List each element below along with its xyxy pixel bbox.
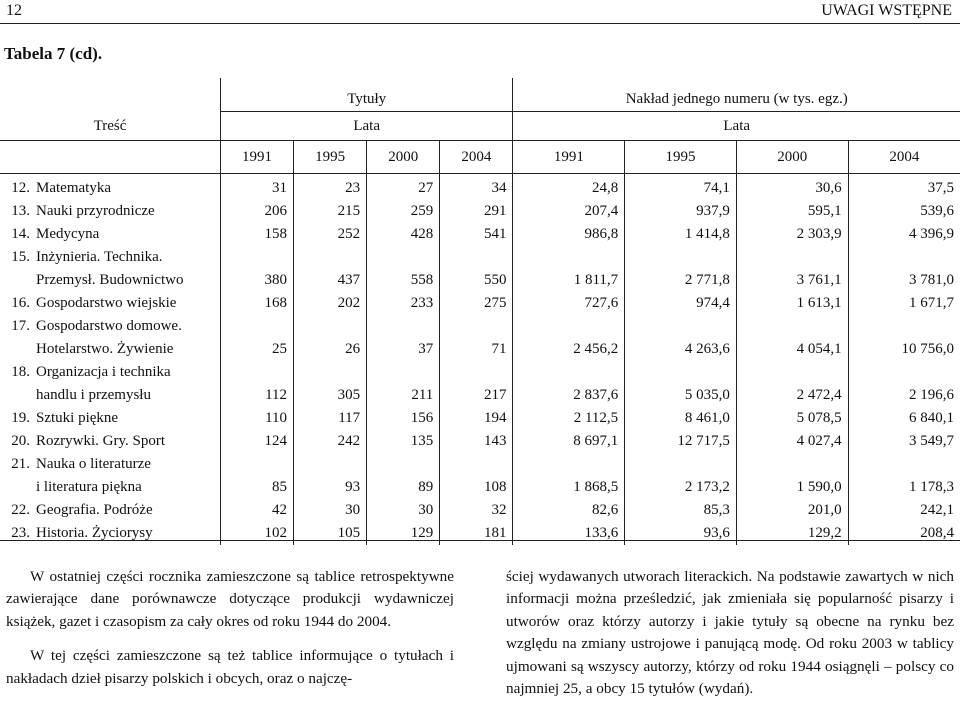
year-header: 2000 bbox=[736, 141, 848, 174]
row-label bbox=[0, 407, 220, 430]
table-cell: 2 112,5 bbox=[513, 407, 625, 430]
table-cell bbox=[736, 361, 848, 384]
table-cell: 10 756,0 bbox=[848, 338, 960, 361]
table-cell: 275 bbox=[440, 292, 513, 315]
table-cell: 3 761,1 bbox=[736, 269, 848, 292]
row-number: 14. bbox=[11, 226, 30, 242]
table-cell: 1 811,7 bbox=[513, 269, 625, 292]
year-header: 1995 bbox=[294, 141, 367, 174]
row-label bbox=[0, 269, 220, 292]
row-label-text: Medycyna bbox=[36, 226, 100, 242]
page-number: 12 bbox=[6, 2, 22, 19]
table-cell bbox=[294, 315, 367, 338]
table-cell: 30 bbox=[294, 499, 367, 522]
table-row bbox=[0, 269, 960, 292]
row-label-text: Sztuki piękne bbox=[36, 410, 119, 426]
table-cell: 1 178,3 bbox=[848, 476, 960, 499]
table-cell: 5 078,5 bbox=[736, 407, 848, 430]
row-label bbox=[0, 499, 220, 522]
table-cell: 37 bbox=[367, 338, 440, 361]
table-cell: 85,3 bbox=[625, 499, 737, 522]
table-cell: 727,6 bbox=[513, 292, 625, 315]
row-number: 18. bbox=[11, 364, 30, 380]
row-label-text: handlu i przemysłu bbox=[36, 387, 151, 403]
row-number: 17. bbox=[11, 318, 30, 334]
row-label-text: Gospodarstwo domowe. bbox=[36, 318, 182, 334]
table-cell bbox=[220, 246, 293, 269]
table-cell: 291 bbox=[440, 200, 513, 223]
year-header-spacer bbox=[0, 141, 220, 174]
year-header: 2004 bbox=[848, 141, 960, 174]
table-cell bbox=[848, 246, 960, 269]
table-cell bbox=[220, 315, 293, 338]
table-cell: 26 bbox=[294, 338, 367, 361]
row-label bbox=[0, 315, 220, 338]
row-label bbox=[0, 338, 220, 361]
table-cell: 12 717,5 bbox=[625, 430, 737, 453]
table-row bbox=[0, 315, 960, 338]
row-number: 16. bbox=[11, 295, 30, 311]
table-cell bbox=[625, 246, 737, 269]
table-cell: 124 bbox=[220, 430, 293, 453]
table-cell bbox=[848, 453, 960, 476]
row-label bbox=[0, 292, 220, 315]
table-cell: 4 027,4 bbox=[736, 430, 848, 453]
table-cell bbox=[848, 361, 960, 384]
table-cell bbox=[736, 453, 848, 476]
table-cell: 23 bbox=[294, 174, 367, 201]
table-cell: 305 bbox=[294, 384, 367, 407]
table-cell: 595,1 bbox=[736, 200, 848, 223]
table-cell: 117 bbox=[294, 407, 367, 430]
table-cell bbox=[625, 361, 737, 384]
year-header: 2000 bbox=[367, 141, 440, 174]
row-label-text: Przemysł. Budownictwo bbox=[36, 272, 184, 288]
table-row bbox=[0, 476, 960, 499]
body-text-left-column bbox=[6, 566, 454, 690]
table-cell: 4 396,9 bbox=[848, 223, 960, 246]
year-header: 2004 bbox=[440, 141, 513, 174]
header-rule bbox=[0, 23, 960, 24]
table-row bbox=[0, 223, 960, 246]
table-cell bbox=[367, 453, 440, 476]
table-cell: 102 bbox=[220, 522, 293, 545]
row-label bbox=[0, 522, 220, 545]
row-label bbox=[0, 200, 220, 223]
table-cell: 129,2 bbox=[736, 522, 848, 545]
table-cell: 437 bbox=[294, 269, 367, 292]
table-cell: 158 bbox=[220, 223, 293, 246]
row-number: 21. bbox=[11, 456, 30, 472]
table-cell: 93,6 bbox=[625, 522, 737, 545]
row-number: 13. bbox=[11, 203, 30, 219]
row-label-text: Geografia. Podróże bbox=[36, 502, 153, 518]
row-label-text: Nauka o literaturze bbox=[36, 456, 151, 472]
table-cell: 259 bbox=[367, 200, 440, 223]
row-label-text: Inżynieria. Technika. bbox=[36, 249, 163, 265]
table-cell: 428 bbox=[367, 223, 440, 246]
table-cell: 156 bbox=[367, 407, 440, 430]
table-cell: 974,4 bbox=[625, 292, 737, 315]
table-cell: 242,1 bbox=[848, 499, 960, 522]
table-cell bbox=[513, 315, 625, 338]
table-cell bbox=[367, 361, 440, 384]
year-header: 1995 bbox=[625, 141, 737, 174]
table-cell bbox=[848, 315, 960, 338]
table-cell: 129 bbox=[367, 522, 440, 545]
row-label bbox=[0, 476, 220, 499]
table-cell: 202 bbox=[294, 292, 367, 315]
table-row bbox=[0, 174, 960, 201]
table-cell: 2 472,4 bbox=[736, 384, 848, 407]
table-cell: 558 bbox=[367, 269, 440, 292]
table-cell: 2 196,6 bbox=[848, 384, 960, 407]
table-cell: 8 461,0 bbox=[625, 407, 737, 430]
table-row bbox=[0, 499, 960, 522]
table-cell: 108 bbox=[440, 476, 513, 499]
body-paragraph: W ostatniej części rocznika zamieszczone są tablice retrospektywne zawierające dane porównawcze dotyczące produkcji wydawniczej książek, gazet i czasopism za cały okres od roku 1944 do 2004. bbox=[6, 568, 454, 630]
table-cell: 110 bbox=[220, 407, 293, 430]
table-cell: 8 697,1 bbox=[513, 430, 625, 453]
table-cell: 233 bbox=[367, 292, 440, 315]
table-bottom-rule bbox=[0, 540, 960, 541]
table-cell: 2 456,2 bbox=[513, 338, 625, 361]
table-cell bbox=[736, 315, 848, 338]
table-cell: 208,4 bbox=[848, 522, 960, 545]
table-cell: 34 bbox=[440, 174, 513, 201]
table-cell: 74,1 bbox=[625, 174, 737, 201]
table-cell bbox=[294, 361, 367, 384]
table-row bbox=[0, 338, 960, 361]
table-cell: 1 414,8 bbox=[625, 223, 737, 246]
table-cell bbox=[440, 361, 513, 384]
table-cell: 168 bbox=[220, 292, 293, 315]
table-cell bbox=[440, 453, 513, 476]
table-cell: 215 bbox=[294, 200, 367, 223]
table-cell: 37,5 bbox=[848, 174, 960, 201]
row-number: 23. bbox=[11, 525, 30, 541]
table-cell: 112 bbox=[220, 384, 293, 407]
table-cell bbox=[440, 246, 513, 269]
table-cell: 133,6 bbox=[513, 522, 625, 545]
table-cell: 143 bbox=[440, 430, 513, 453]
table-cell: 42 bbox=[220, 499, 293, 522]
row-label-text: Matematyka bbox=[36, 180, 111, 196]
table-cell bbox=[367, 315, 440, 338]
running-header bbox=[6, 0, 952, 22]
years-label-circulation: Lata bbox=[513, 112, 960, 141]
table-cell: 89 bbox=[367, 476, 440, 499]
table-cell: 82,6 bbox=[513, 499, 625, 522]
table-cell: 2 303,9 bbox=[736, 223, 848, 246]
table-cell: 1 590,0 bbox=[736, 476, 848, 499]
table-cell: 550 bbox=[440, 269, 513, 292]
table-row bbox=[0, 522, 960, 545]
body-paragraph: ściej wydawanych utworach literackich. Na podstawie zawartych w nich informacji można prześledzić, jak zmieniała się popularność pisarzy i utworów oraz którzy autorzy i jakie tytuły są obecne na rynku bez względu na zmiany ustrojowe i panującą modę. Od roku 2003 w tablicy ujmowani są wszyscy autorzy, którzy od roku 1944 osiągnęli – polscy co najmniej 25, a obcy 15 tytułów (wydań). bbox=[506, 568, 954, 698]
statistics-table-wrapper bbox=[0, 78, 960, 545]
year-header: 1991 bbox=[513, 141, 625, 174]
table-cell: 71 bbox=[440, 338, 513, 361]
table-row bbox=[0, 384, 960, 407]
group-header-circulation: Nakład jednego numeru (w tys. egz.) bbox=[513, 78, 960, 112]
table-cell: 27 bbox=[367, 174, 440, 201]
row-number: 15. bbox=[11, 249, 30, 265]
table-cell bbox=[294, 453, 367, 476]
row-label bbox=[0, 453, 220, 476]
table-cell: 2 771,8 bbox=[625, 269, 737, 292]
table-cell: 31 bbox=[220, 174, 293, 201]
row-label-text: i literatura piękna bbox=[36, 479, 142, 495]
body-paragraph: W tej części zamieszczone są też tablice informujące o tytułach i nakładach dzieł pisarzy polskich i obcych, oraz o najczę- bbox=[6, 647, 454, 687]
section-title: UWAGI WSTĘPNE bbox=[821, 2, 952, 19]
table-row bbox=[0, 361, 960, 384]
row-number: 20. bbox=[11, 433, 30, 449]
table-cell: 5 035,0 bbox=[625, 384, 737, 407]
table-cell: 25 bbox=[220, 338, 293, 361]
table-cell: 3 549,7 bbox=[848, 430, 960, 453]
row-label bbox=[0, 174, 220, 201]
table-cell bbox=[220, 453, 293, 476]
table-cell bbox=[625, 453, 737, 476]
table-row bbox=[0, 407, 960, 430]
table-cell: 937,9 bbox=[625, 200, 737, 223]
table-cell: 380 bbox=[220, 269, 293, 292]
table-cell: 30 bbox=[367, 499, 440, 522]
row-label-text: Gospodarstwo wiejskie bbox=[36, 295, 177, 311]
table-cell: 207,4 bbox=[513, 200, 625, 223]
table-cell: 541 bbox=[440, 223, 513, 246]
table-cell: 206 bbox=[220, 200, 293, 223]
row-number: 22. bbox=[11, 502, 30, 518]
table-cell: 24,8 bbox=[513, 174, 625, 201]
table-cell: 6 840,1 bbox=[848, 407, 960, 430]
table-row bbox=[0, 246, 960, 269]
table-cell: 2 173,2 bbox=[625, 476, 737, 499]
table-cell: 4 054,1 bbox=[736, 338, 848, 361]
table-cell: 986,8 bbox=[513, 223, 625, 246]
row-label-text: Hotelarstwo. Żywienie bbox=[36, 341, 174, 357]
table-cell: 32 bbox=[440, 499, 513, 522]
body-text-right-column bbox=[506, 566, 954, 700]
table-cell: 2 837,6 bbox=[513, 384, 625, 407]
table-cell bbox=[220, 361, 293, 384]
table-cell: 539,6 bbox=[848, 200, 960, 223]
table-cell: 181 bbox=[440, 522, 513, 545]
row-label bbox=[0, 223, 220, 246]
table-cell: 252 bbox=[294, 223, 367, 246]
table-cell: 217 bbox=[440, 384, 513, 407]
row-number: 19. bbox=[11, 410, 30, 426]
table-title: Tabela 7 (cd). bbox=[4, 44, 103, 63]
table-cell: 3 781,0 bbox=[848, 269, 960, 292]
table-cell: 201,0 bbox=[736, 499, 848, 522]
table-cell bbox=[513, 361, 625, 384]
table-cell: 4 263,6 bbox=[625, 338, 737, 361]
row-label-text: Nauki przyrodnicze bbox=[36, 203, 155, 219]
table-cell: 105 bbox=[294, 522, 367, 545]
table-cell bbox=[367, 246, 440, 269]
row-label bbox=[0, 361, 220, 384]
row-label bbox=[0, 384, 220, 407]
table-cell: 30,6 bbox=[736, 174, 848, 201]
table-cell: 1 613,1 bbox=[736, 292, 848, 315]
table-row bbox=[0, 453, 960, 476]
table-cell bbox=[625, 315, 737, 338]
years-label-titles: Lata bbox=[220, 112, 513, 141]
table-cell bbox=[513, 246, 625, 269]
statistics-table bbox=[0, 78, 960, 545]
row-label-text: Rozrywki. Gry. Sport bbox=[36, 433, 166, 449]
table-cell: 85 bbox=[220, 476, 293, 499]
row-number: 12. bbox=[11, 180, 30, 196]
table-cell bbox=[736, 246, 848, 269]
table-cell bbox=[294, 246, 367, 269]
table-cell: 1 868,5 bbox=[513, 476, 625, 499]
table-row bbox=[0, 430, 960, 453]
row-label bbox=[0, 246, 220, 269]
table-cell: 242 bbox=[294, 430, 367, 453]
row-label-text: Historia. Życiorysy bbox=[36, 525, 153, 541]
table-cell: 211 bbox=[367, 384, 440, 407]
table-cell: 93 bbox=[294, 476, 367, 499]
table-cell bbox=[513, 453, 625, 476]
table-row bbox=[0, 292, 960, 315]
table-cell: 1 671,7 bbox=[848, 292, 960, 315]
row-label-text: Organizacja i technika bbox=[36, 364, 171, 380]
year-header: 1991 bbox=[220, 141, 293, 174]
table-cell bbox=[440, 315, 513, 338]
group-header-titles: Tytuły bbox=[220, 78, 513, 112]
table-cell: 135 bbox=[367, 430, 440, 453]
row-label bbox=[0, 430, 220, 453]
table-cell: 194 bbox=[440, 407, 513, 430]
table-row bbox=[0, 200, 960, 223]
column-header-tresc: Treść bbox=[93, 118, 127, 134]
